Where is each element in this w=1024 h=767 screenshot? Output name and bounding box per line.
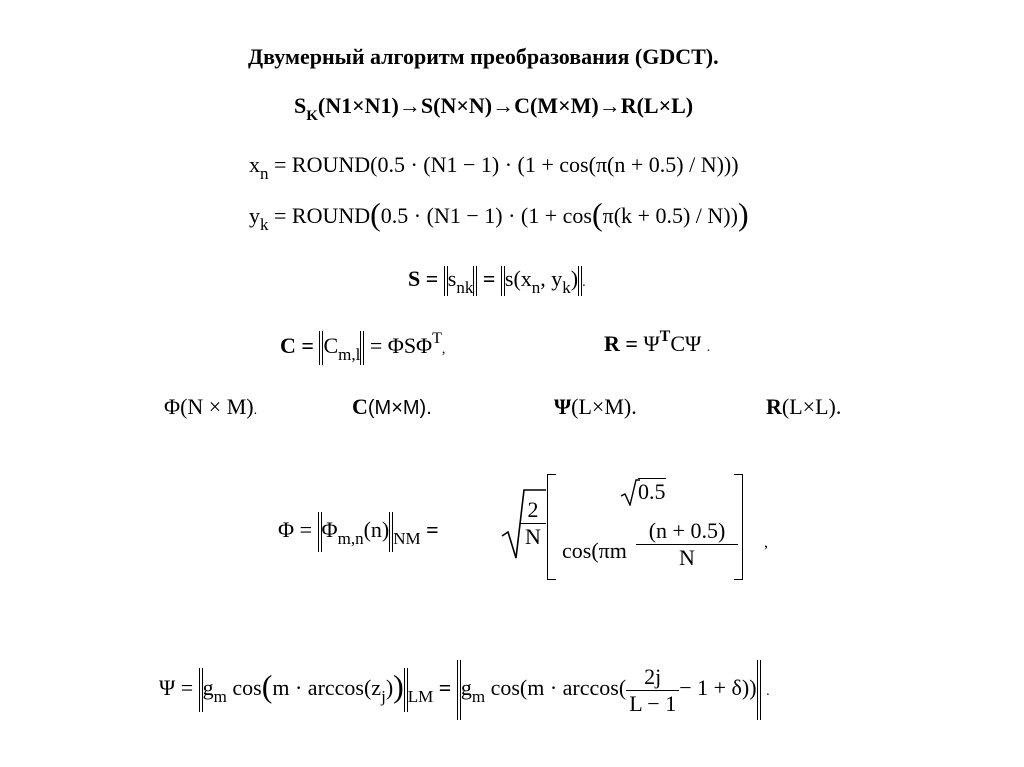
eq-y-rhs-c: π(k + 0.5) / N)) [602,203,738,228]
pipeline-s: S [294,93,307,118]
eq-psi-lm: LM [407,687,434,707]
left-paren-icon: ( [261,668,273,705]
eq-x-lhs: x [249,152,260,177]
dim-r-rest: (L×L). [781,394,842,419]
eq-phi-inner-num: (n + 0.5) [648,518,726,543]
eq-psi-frac [626,664,679,717]
eq-r-rest: CΨ [670,331,702,356]
dim-r [766,394,841,420]
eq-s-s: s [447,266,457,292]
eq-phi-frac [520,497,546,550]
eq-phi-inner-frac [636,518,738,571]
eq-psi-j: j [381,687,386,707]
eq-phi-nm: NM [393,529,421,549]
eq-s-k: k [562,278,571,298]
eq-c-rhs: = ΦSΦ [369,333,433,359]
eq-phi-phi: Φ [321,517,338,543]
eq-phi-arg: (n) [363,517,390,543]
dim-phi-text: Φ(N × M) [164,394,254,419]
eq-s-dot: . [582,275,586,291]
eq-s-close: ) [570,266,579,292]
eq-c-t: T [432,330,442,348]
eq-psi-fden: L − 1 [626,690,679,717]
eq-y-lhs: y [249,203,260,228]
eq-phi-eq: = [426,517,439,543]
dim-psi-rest: (L×M). [571,394,637,419]
eq-psi-rest: − 1 + δ)) [679,675,757,701]
eq-r-lhs: R = [604,331,638,356]
eq-c-lhs: C = [280,333,314,359]
dim-c-bold: C [352,394,368,419]
eq-psi-cos2: cos(m · arccos( [490,675,627,701]
eq-phi-frac-den: N [520,523,546,550]
page-title: Двумерный алгоритм преобразования (GDCT). [248,44,719,69]
arrow-icon: → [598,93,621,118]
eq-s-nk: nk [456,278,474,298]
eq-y-rhs-a: = ROUND [274,203,371,228]
eq-psi-eq: = [438,675,452,701]
eq-c-ml: m,l [338,345,361,365]
norm-bar-icon [360,331,364,365]
sqrt-icon [620,478,640,506]
eq-x-sub: n [260,164,269,183]
pipeline-r: R(L×L) [620,93,694,118]
eq-s-s2: s(x [504,266,532,292]
eq-r-psi: Ψ [643,331,660,356]
eq-phi-comma: , [764,534,768,551]
pipeline-s-dim: (N1×N1) [317,93,399,118]
dim-psi-bold: Ψ [554,394,572,419]
eq-psi-dot: . [766,684,770,700]
eq-phi-frac-num: 2 [527,497,539,522]
norm-bar-icon [473,266,477,296]
dim-r-bold: R [766,394,782,419]
pipeline-k: K [306,108,318,124]
left-paren-icon: ( [591,196,603,232]
eq-psi-m2: m [471,687,486,707]
equation-c [280,331,445,365]
equation-y [249,194,749,234]
eq-psi-g2: g [460,675,472,701]
equation-s [408,266,586,296]
eq-psi-close: ) [385,675,394,701]
eq-c-c: C [323,333,339,359]
eq-r-dot: . [706,340,711,355]
eq-phi-inner-den: N [636,544,738,571]
eq-phi-top-row: 0.5 [638,479,666,504]
eq-s-y: , y [540,266,563,292]
eq-psi-g: g [202,675,214,701]
arrow-icon: → [398,93,421,118]
eq-r-t: T [659,328,671,345]
eq-psi-inner: m · arccos(z [272,675,382,701]
eq-y-rhs-b: 0.5 · (N1 − 1) · (1 + cos [380,203,592,228]
eq-psi-m: m [213,687,227,707]
eq-phi-mn: m,n [337,529,364,549]
pipeline-c: C(M×M) [514,93,599,118]
equation-psi [159,660,770,720]
eq-s-eq: = [482,266,496,292]
eq-s-lhs: S = [408,266,439,292]
eq-psi-cos: cos [232,675,262,701]
arrow-icon: → [492,93,515,118]
dim-c-rest: (M×M). [367,397,432,419]
norm-bar-icon [757,660,761,720]
dim-phi [164,394,257,420]
left-bracket-icon [547,474,556,580]
equation-r [604,328,711,357]
dim-psi [554,394,637,420]
eq-c-comma: , [441,342,446,358]
eq-phi-cos: cos(πm [562,538,627,563]
eq-s-n: n [531,278,541,298]
eq-psi-lhs: Ψ = [159,675,194,701]
right-paren-icon: ) [737,196,749,232]
eq-x-rhs: = ROUND(0.5 · (N1 − 1) · (1 + cos(π(n + 0.5) / N))) [274,152,739,177]
left-paren-icon: ( [370,196,381,232]
pipeline-line [294,93,694,124]
eq-psi-fnum: 2j [644,663,662,689]
eq-y-sub: k [260,215,269,234]
equation-x [249,152,739,183]
right-paren-icon: ) [393,668,404,705]
pipeline-s2: S(N×N) [420,93,493,118]
equation-phi-lhs [278,512,439,552]
eq-phi-lhs: Φ = [278,517,312,543]
dim-phi-dot: . [253,403,258,418]
dim-c [352,394,432,420]
